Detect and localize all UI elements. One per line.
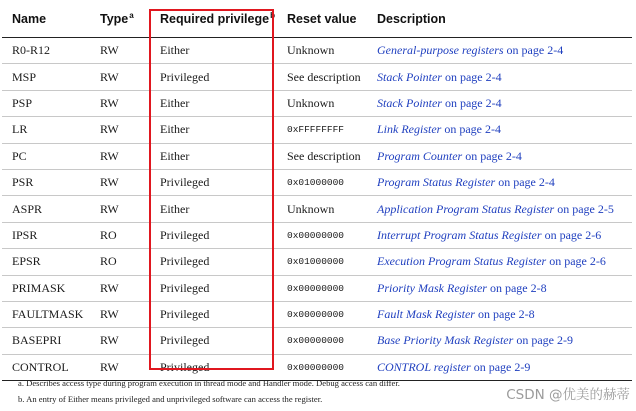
cell-type: RO — [90, 249, 150, 275]
footnote-ref-b: b — [270, 11, 275, 20]
cell-reset-value: 0x00000000 — [277, 275, 367, 301]
description-link[interactable] — [377, 43, 563, 57]
cell-reset-value: 0x01000000 — [277, 249, 367, 275]
cell-name: R0-R12 — [2, 38, 90, 64]
cell-privilege: Privileged — [150, 301, 277, 327]
cell-reset-value: 0x00000000 — [277, 301, 367, 327]
cell-privilege: Either — [150, 90, 277, 116]
cell-type: RO — [90, 222, 150, 248]
description-page-ref: on page 2-6 — [541, 227, 602, 242]
description-link-title: Fault Mask Register — [377, 307, 475, 322]
header-required-privilege: Required privilege$^b$ — [150, 0, 277, 38]
description-link[interactable] — [377, 70, 502, 84]
cell-type: RW — [90, 301, 150, 327]
description-link-title: Execution Program Status Register — [377, 254, 547, 269]
cell-name: PC — [2, 143, 90, 169]
cell-description — [367, 222, 632, 248]
description-page-ref: on page 2-4 — [462, 148, 522, 163]
cell-description — [367, 354, 632, 380]
description-link-title: Application Program Status Register — [377, 201, 555, 216]
table-header-row — [2, 0, 632, 38]
cell-reset-value: See description — [277, 143, 367, 169]
description-link[interactable] — [377, 360, 530, 374]
cell-description — [367, 117, 632, 143]
cell-type: RW — [90, 328, 150, 354]
header-description: Description — [367, 0, 632, 38]
cell-name: EPSR — [2, 249, 90, 275]
description-link[interactable] — [377, 333, 573, 347]
cell-privilege: Privileged — [150, 222, 277, 248]
cell-name: PRIMASK — [2, 275, 90, 301]
cell-privilege: Either — [150, 196, 277, 222]
cell-privilege: Privileged — [150, 64, 277, 90]
cell-privilege: Either — [150, 117, 277, 143]
cell-description — [367, 275, 632, 301]
description-page-ref: on page 2-6 — [546, 254, 606, 269]
table-row — [2, 169, 632, 195]
footnote-b: b. An entry of Either means privileged and unprivileged software can access the register. — [18, 394, 323, 404]
cell-name: ASPR — [2, 196, 90, 222]
description-link-title: Link Register — [377, 122, 442, 137]
header-name: Name — [2, 0, 90, 38]
footnote-ref-a: a — [129, 11, 134, 20]
footnote-a: a. Describes access type during program execution in thread mode and Handler mode. Debug access can differ. — [18, 378, 400, 388]
description-link-title: CONTROL register — [377, 359, 471, 374]
header-reset-value: Reset value — [277, 0, 367, 38]
description-link[interactable] — [377, 175, 555, 189]
description-link[interactable] — [377, 149, 522, 163]
cell-type: RW — [90, 354, 150, 380]
description-page-ref: on page 2-8 — [486, 280, 547, 295]
cell-type: RW — [90, 275, 150, 301]
cell-type: RW — [90, 90, 150, 116]
cell-reset-value: 0x00000000 — [277, 222, 367, 248]
cell-privilege: Privileged — [150, 169, 277, 195]
description-link[interactable] — [377, 202, 614, 216]
description-link[interactable] — [377, 307, 535, 321]
description-page-ref: on page 2-4 — [503, 43, 564, 58]
table-row — [2, 117, 632, 143]
description-link-title: Program Counter — [377, 148, 463, 163]
cell-description — [367, 90, 632, 116]
cell-name: BASEPRI — [2, 328, 90, 354]
description-link-title: Program Status Register — [377, 175, 496, 190]
description-link-title: General-purpose registers — [377, 43, 504, 58]
cell-description — [367, 301, 632, 327]
cell-type: RW — [90, 64, 150, 90]
description-link[interactable] — [377, 254, 606, 268]
cell-type: RW — [90, 117, 150, 143]
cell-reset-value: 0x00000000 — [277, 328, 367, 354]
cell-name: PSR — [2, 169, 90, 195]
cell-reset-value: 0x01000000 — [277, 169, 367, 195]
description-page-ref: on page 2-8 — [474, 307, 535, 322]
cell-description — [367, 169, 632, 195]
cell-type: RW — [90, 169, 150, 195]
description-link-title: Stack Pointer — [377, 69, 442, 84]
description-page-ref: on page 2-9 — [513, 333, 573, 348]
cell-reset-value: Unknown — [277, 38, 367, 64]
footnotes — [18, 375, 400, 407]
cell-description — [367, 38, 632, 64]
description-link-title: Stack Pointer — [377, 95, 442, 110]
cell-name: MSP — [2, 64, 90, 90]
cell-reset-value: Unknown — [277, 90, 367, 116]
cell-type: RW — [90, 38, 150, 64]
cell-description — [367, 196, 632, 222]
description-page-ref: on page 2-4 — [441, 69, 502, 84]
cell-name: IPSR — [2, 222, 90, 248]
cell-reset-value: See description — [277, 64, 367, 90]
cell-privilege: Privileged — [150, 354, 277, 380]
cell-type: RW — [90, 196, 150, 222]
cell-name: CONTROL — [2, 354, 90, 380]
cell-privilege: Either — [150, 143, 277, 169]
table-row — [2, 328, 632, 354]
table-row — [2, 222, 632, 248]
cell-description — [367, 64, 632, 90]
description-link-title: Priority Mask Register — [377, 280, 487, 295]
table-row — [2, 275, 632, 301]
cell-name: FAULTMASK — [2, 301, 90, 327]
table-row — [2, 38, 632, 64]
cell-privilege: Privileged — [150, 328, 277, 354]
cell-description — [367, 328, 632, 354]
description-page-ref: on page 2-4 — [441, 95, 502, 110]
description-link[interactable] — [377, 122, 501, 136]
cell-privilege: Privileged — [150, 275, 277, 301]
cell-reset-value: 0xFFFFFFFF — [277, 117, 367, 143]
table-row — [2, 196, 632, 222]
watermark: CSDN @优美的赫蒂 — [506, 387, 630, 403]
description-link[interactable] — [377, 228, 601, 242]
description-link-title: Base Priority Mask Register — [377, 333, 514, 348]
description-page-ref: on page 2-4 — [495, 175, 555, 190]
cell-privilege: Privileged — [150, 249, 277, 275]
description-link-title: Interrupt Program Status Register — [377, 227, 542, 242]
cell-reset-value: 0x00000000 — [277, 354, 367, 380]
register-table — [2, 0, 632, 381]
description-page-ref: on page 2-5 — [554, 201, 614, 216]
description-link[interactable] — [377, 96, 502, 110]
table-row — [2, 249, 632, 275]
cell-reset-value: Unknown — [277, 196, 367, 222]
cell-name: LR — [2, 117, 90, 143]
table-row — [2, 64, 632, 90]
cell-type: RW — [90, 143, 150, 169]
cell-description — [367, 143, 632, 169]
cell-privilege: Either — [150, 38, 277, 64]
cell-description — [367, 249, 632, 275]
description-page-ref: on page 2-4 — [441, 122, 501, 137]
cell-name: PSP — [2, 90, 90, 116]
table-row — [2, 143, 632, 169]
table-row — [2, 90, 632, 116]
header-type: Type$^a$ — [90, 0, 150, 38]
description-link[interactable] — [377, 281, 547, 295]
table-row — [2, 301, 632, 327]
description-page-ref: on page 2-9 — [470, 359, 531, 374]
